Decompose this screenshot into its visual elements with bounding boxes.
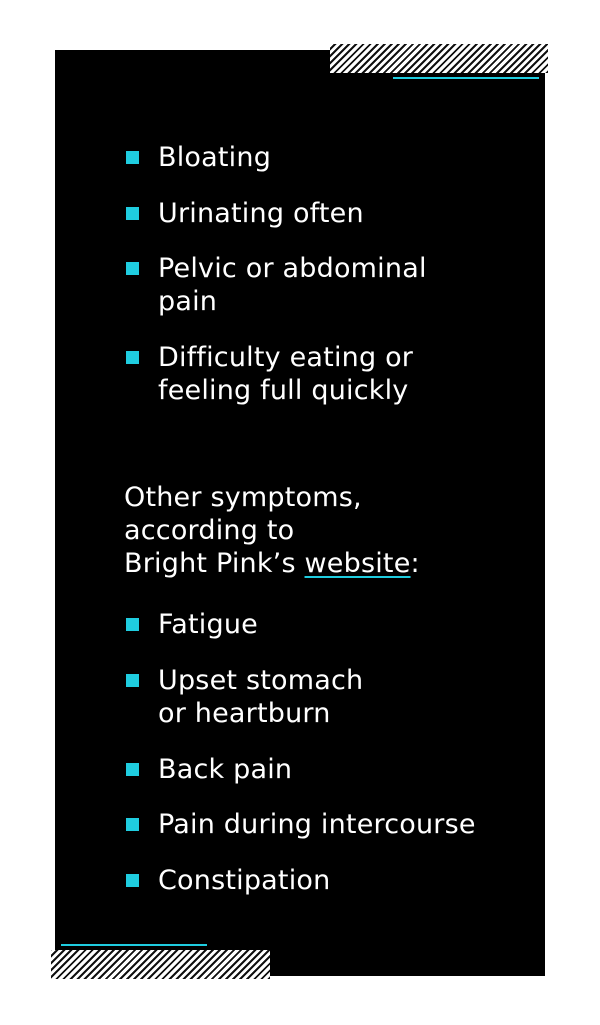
symptom-label: Back pain xyxy=(158,754,293,785)
square-bullet-icon xyxy=(126,207,139,220)
symptom-label: Fatigue xyxy=(158,609,258,640)
accent-line-bottom xyxy=(61,944,207,946)
square-bullet-icon xyxy=(126,351,139,364)
intro-colon: : xyxy=(410,548,420,579)
intro-text: Other symptoms, according to Bright Pink’s xyxy=(124,482,362,579)
website-link[interactable]: website xyxy=(304,548,411,579)
square-bullet-icon xyxy=(126,874,139,887)
accent-line-top xyxy=(393,77,539,79)
square-bullet-icon xyxy=(126,151,139,164)
square-bullet-icon xyxy=(126,763,139,776)
hatch-decoration-bottom xyxy=(51,950,270,979)
hatch-decoration-top xyxy=(330,44,548,73)
symptom-label: Pain during intercourse xyxy=(158,809,476,840)
square-bullet-icon xyxy=(126,818,139,831)
symptom-label: Pelvic or abdominal pain xyxy=(158,253,427,317)
symptom-label: Constipation xyxy=(158,865,331,896)
other-symptoms-intro xyxy=(124,481,504,580)
symptom-label: Upset stomach or heartburn xyxy=(158,665,364,729)
symptom-label: Urinating often xyxy=(158,198,364,229)
symptom-label: Difficulty eating or feeling full quickly xyxy=(158,342,414,406)
square-bullet-icon xyxy=(126,262,139,275)
square-bullet-icon xyxy=(126,618,139,631)
symptom-label: Bloating xyxy=(158,142,272,173)
square-bullet-icon xyxy=(126,674,139,687)
